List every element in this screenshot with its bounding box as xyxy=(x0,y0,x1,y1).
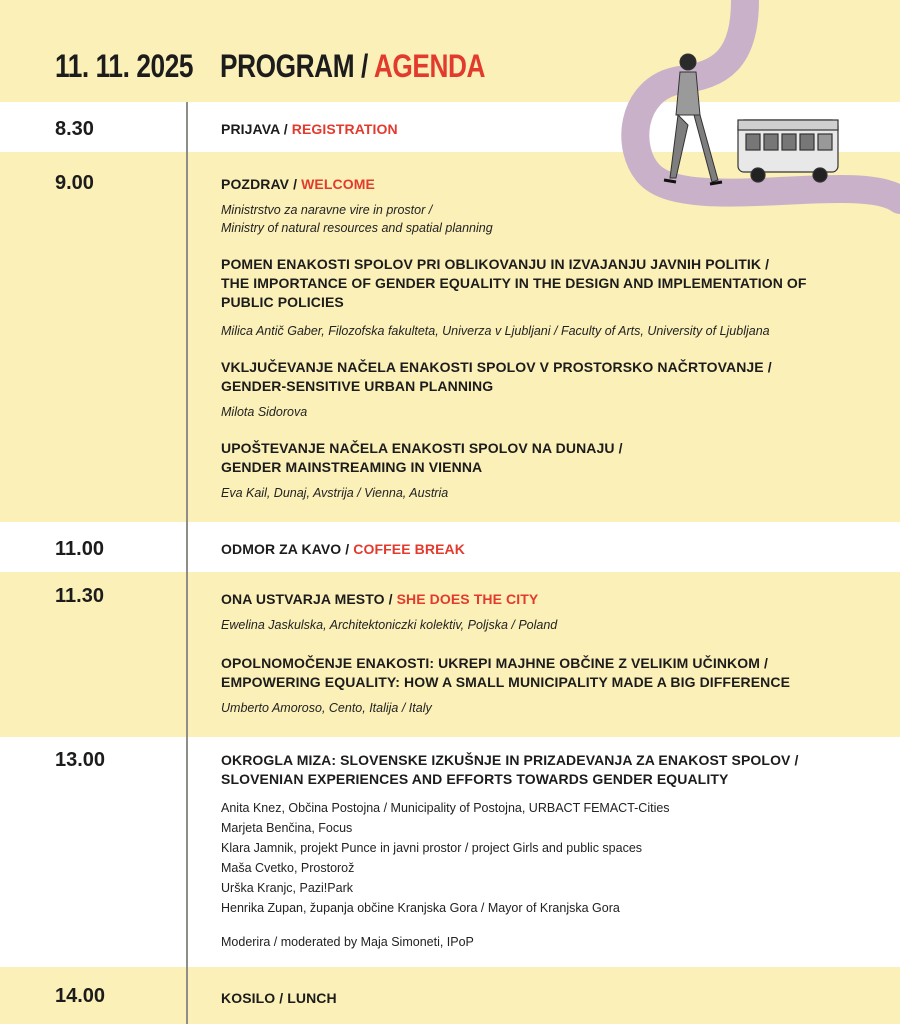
speaker: Eva Kail, Dunaj, Avstrija / Vienna, Austria xyxy=(221,486,449,500)
item-title-sl: VKLJUČEVANJE NAČELA ENAKOSTI SPOLOV V PROSTORSKO NAČRTOVANJE / xyxy=(221,359,772,375)
time-label: 11.00 xyxy=(55,538,104,560)
detail-line: Ministry of natural resources and spatial planning xyxy=(221,221,493,235)
item-title-en: EMPOWERING EQUALITY: HOW A SMALL MUNICIPALITY MADE A BIG DIFFERENCE xyxy=(221,674,791,690)
timeline-divider xyxy=(186,102,188,1024)
time-label: 8.30 xyxy=(55,118,94,140)
sep: / xyxy=(279,121,292,137)
item-title-sl: OPOLNOMOČENJE ENAKOSTI: UKREPI MAJHNE OBČINE Z VELIKIM UČINKOM / xyxy=(221,655,768,671)
item-title-sl: UPOŠTEVANJE NAČELA ENAKOSTI SPOLOV NA DUNAJU / xyxy=(221,440,623,456)
agenda-item-welcome xyxy=(221,175,861,237)
title-sep: / xyxy=(354,48,374,84)
item-title-sl: POMEN ENAKOSTI SPOLOV PRI OBLIKOVANJU IN IZVAJANJU JAVNIH POLITIK / xyxy=(221,256,770,272)
speaker: Umberto Amoroso, Cento, Italija / Italy xyxy=(221,701,432,715)
speaker: Ewelina Jaskulska, Architektoniczki kolektiv, Poljska / Poland xyxy=(221,618,558,632)
panelist: Klara Jamnik, projekt Punce in javni prostor / project Girls and public spaces xyxy=(221,841,643,855)
item-title-sl: ODMOR ZA KAVO xyxy=(221,541,342,557)
item-title-sl: ONA USTVARJA MESTO xyxy=(221,591,385,607)
detail-line: Ministrstvo za naravne vire in prostor / xyxy=(221,203,433,217)
agenda-item-panel xyxy=(221,751,881,952)
panelist: Marjeta Benčina, Focus xyxy=(221,821,353,835)
item-title: KOSILO / LUNCH xyxy=(221,990,337,1006)
item-title-en: REGISTRATION xyxy=(291,121,398,137)
item-title-en: THE IMPORTANCE OF GENDER EQUALITY IN THE DESIGN AND IMPLEMENTATION OF PUBLIC POLICIES xyxy=(221,275,807,310)
panelist: Anita Knez, Občina Postojna / Municipality of Postojna, URBACT FEMACT-Cities xyxy=(221,801,670,815)
item-title-sl: OKROGLA MIZA: SLOVENSKE IZKUŠNJE IN PRIZADEVANJA ZA ENAKOST SPOLOV / xyxy=(221,752,799,768)
item-title-sl: PRIJAVA xyxy=(221,121,280,137)
panelist: Henrika Zupan, županja občine Kranjska Gora / Mayor of Kranjska Gora xyxy=(221,901,620,915)
item-title-sl: POZDRAV xyxy=(221,176,290,192)
agenda-item-importance xyxy=(221,255,821,340)
item-title-en: WELCOME xyxy=(301,176,375,192)
sep: / xyxy=(384,591,397,607)
agenda-item-empowering xyxy=(221,654,861,717)
sep: / xyxy=(341,541,354,557)
item-title-en: GENDER MAINSTREAMING IN VIENNA xyxy=(221,459,483,475)
panelist: Urška Kranjc, Pazi!Park xyxy=(221,881,353,895)
moderator: Moderira / moderated by Maja Simoneti, IPoP xyxy=(221,935,474,949)
sep: / xyxy=(289,176,302,192)
agenda-item-coffee xyxy=(221,540,861,559)
time-label: 13.00 xyxy=(55,749,106,771)
agenda-item-urban-planning xyxy=(221,358,861,421)
title-sl: PROGRAM xyxy=(220,48,355,84)
agenda-item-lunch xyxy=(221,989,861,1008)
item-title-en: SLOVENIAN EXPERIENCES AND EFFORTS TOWARDS GENDER EQUALITY xyxy=(221,771,729,787)
panelist: Maša Cvetko, Prostorož xyxy=(221,861,355,875)
agenda-item-vienna xyxy=(221,439,861,502)
time-label: 14.00 xyxy=(55,985,106,1007)
agenda-item-registration xyxy=(221,120,861,139)
speaker: Milota Sidorova xyxy=(221,405,308,419)
item-title-en: SHE DOES THE CITY xyxy=(396,591,539,607)
title-en: AGENDA xyxy=(373,48,486,84)
time-label: 11.30 xyxy=(55,585,104,607)
item-title-en: GENDER-SENSITIVE URBAN PLANNING xyxy=(221,378,494,394)
agenda-item-city xyxy=(221,590,861,634)
page-title xyxy=(220,48,485,85)
item-title-en: COFFEE BREAK xyxy=(353,541,465,557)
speaker: Milica Antič Gaber, Filozofska fakulteta, Univerza v Ljubljani / Faculty of Arts, University of Ljubljana xyxy=(221,324,770,338)
event-date: 11. 11. 2025 xyxy=(55,48,194,84)
time-label: 9.00 xyxy=(55,172,94,194)
